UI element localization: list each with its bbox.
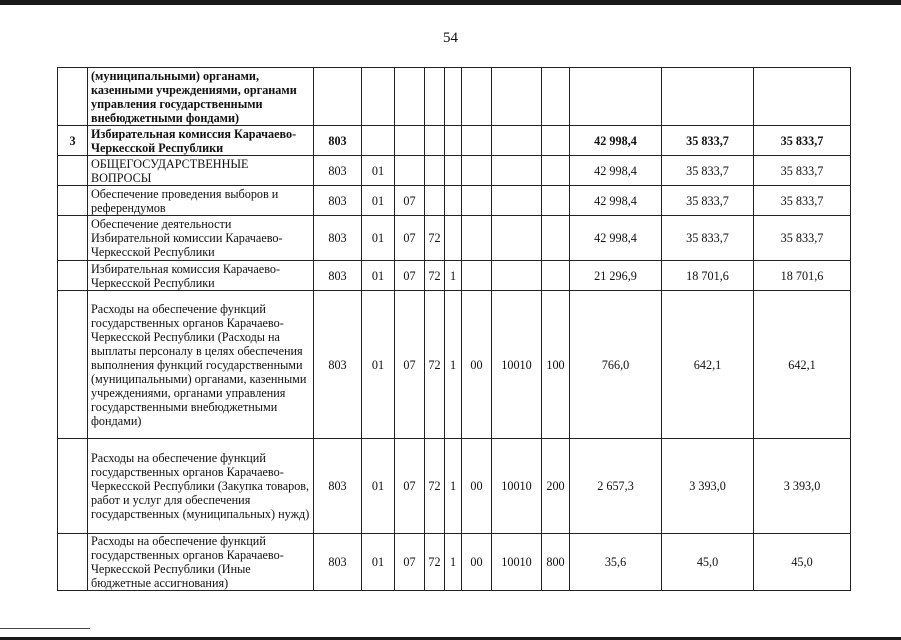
- row-number: 3: [58, 126, 88, 156]
- cell-vr: [542, 156, 570, 186]
- cell-sum-year1: 42 998,4: [570, 216, 662, 261]
- cell-pr: 07: [395, 216, 425, 261]
- cell-sum-year3: 642,1: [754, 291, 851, 439]
- cell-sum-year1: 2 657,3: [570, 439, 662, 534]
- table-row: [58, 291, 851, 439]
- cell-rz: 01: [362, 439, 395, 534]
- row-name: ОБЩЕГОСУДАРСТВЕННЫЕ ВОПРОСЫ: [88, 156, 314, 186]
- cell-rz: 01: [362, 156, 395, 186]
- row-name: Расходы на обеспечение функций государственных органов Карачаево-Черкесской Республики (Иные бюджетные ассигнования): [88, 534, 314, 591]
- cell-subprogram: [445, 126, 462, 156]
- row-name: Расходы на обеспечение функций государственных органов Карачаево-Черкесской Республики (Закупка товаров, работ и услуг для обеспечения государственных (муниципальных) нужд): [88, 439, 314, 534]
- table-row: [58, 216, 851, 261]
- cell-sum-year3: 35 833,7: [754, 156, 851, 186]
- budget-table: [57, 67, 851, 591]
- cell-sum-year2: [662, 68, 754, 126]
- cell-rz: [362, 126, 395, 156]
- cell-pr: 07: [395, 186, 425, 216]
- cell-direction: 00: [462, 439, 492, 534]
- row-name: Избирательная комиссия Карачаево-Черкесской Республики: [88, 126, 314, 156]
- cell-sum-year3: 35 833,7: [754, 186, 851, 216]
- cell-program: 72: [425, 534, 445, 591]
- cell-subprogram: [445, 216, 462, 261]
- cell-direction: [462, 156, 492, 186]
- cell-program: 72: [425, 261, 445, 291]
- cell-subprogram: 1: [445, 291, 462, 439]
- cell-ved: 803: [314, 291, 362, 439]
- cell-sum-year2: 35 833,7: [662, 186, 754, 216]
- cell-sum-year3: 18 701,6: [754, 261, 851, 291]
- cell-vr: [542, 186, 570, 216]
- cell-sum-year1: 42 998,4: [570, 126, 662, 156]
- cell-sum-year2: 3 393,0: [662, 439, 754, 534]
- cell-sum-year2: 642,1: [662, 291, 754, 439]
- cell-subprogram: [445, 68, 462, 126]
- cell-direction: [462, 216, 492, 261]
- row-number: [58, 156, 88, 186]
- cell-code: 10010: [492, 439, 542, 534]
- cell-program: [425, 68, 445, 126]
- row-number: [58, 216, 88, 261]
- cell-code: 10010: [492, 534, 542, 591]
- cell-pr: 07: [395, 291, 425, 439]
- cell-rz: 01: [362, 216, 395, 261]
- cell-ved: 803: [314, 156, 362, 186]
- cell-code: [492, 68, 542, 126]
- cell-vr: [542, 216, 570, 261]
- cell-subprogram: 1: [445, 439, 462, 534]
- cell-ved: 803: [314, 439, 362, 534]
- cell-sum-year2: 35 833,7: [662, 156, 754, 186]
- cell-subprogram: [445, 156, 462, 186]
- cell-pr: 07: [395, 439, 425, 534]
- cell-ved: 803: [314, 534, 362, 591]
- cell-direction: [462, 68, 492, 126]
- row-number: [58, 534, 88, 591]
- cell-program: 72: [425, 216, 445, 261]
- cell-sum-year3: 35 833,7: [754, 216, 851, 261]
- cell-code: [492, 186, 542, 216]
- cell-code: 10010: [492, 291, 542, 439]
- cell-vr: 800: [542, 534, 570, 591]
- cell-ved: 803: [314, 216, 362, 261]
- cell-sum-year3: 35 833,7: [754, 126, 851, 156]
- cell-pr: [395, 126, 425, 156]
- cell-program: 72: [425, 439, 445, 534]
- table-row: [58, 439, 851, 534]
- cell-sum-year3: 45,0: [754, 534, 851, 591]
- cell-direction: [462, 261, 492, 291]
- row-name: Избирательная комиссия Карачаево-Черкесской Республики: [88, 261, 314, 291]
- cell-rz: 01: [362, 186, 395, 216]
- cell-sum-year1: 766,0: [570, 291, 662, 439]
- row-name: (муниципальными) органами, казенными учреждениями, органами управления государственными внебюджетными фондами): [88, 68, 314, 126]
- cell-subprogram: [445, 186, 462, 216]
- cell-direction: [462, 186, 492, 216]
- table-row: [58, 261, 851, 291]
- cell-subprogram: 1: [445, 261, 462, 291]
- cell-vr: [542, 68, 570, 126]
- cell-direction: 00: [462, 534, 492, 591]
- cell-pr: [395, 68, 425, 126]
- cell-vr: [542, 261, 570, 291]
- cell-sum-year2: 18 701,6: [662, 261, 754, 291]
- budget-table-body: [58, 68, 851, 591]
- cell-rz: 01: [362, 534, 395, 591]
- cell-code: [492, 126, 542, 156]
- cell-vr: 200: [542, 439, 570, 534]
- row-number: [58, 439, 88, 534]
- cell-code: [492, 216, 542, 261]
- cell-rz: 01: [362, 261, 395, 291]
- cell-sum-year1: 21 296,9: [570, 261, 662, 291]
- cell-program: 72: [425, 291, 445, 439]
- cell-sum-year2: 35 833,7: [662, 216, 754, 261]
- table-row: [58, 156, 851, 186]
- cell-ved: 803: [314, 126, 362, 156]
- table-row: [58, 186, 851, 216]
- cell-sum-year3: 3 393,0: [754, 439, 851, 534]
- cell-subprogram: 1: [445, 534, 462, 591]
- cell-ved: 803: [314, 186, 362, 216]
- row-number: [58, 68, 88, 126]
- cell-direction: 00: [462, 291, 492, 439]
- cell-code: [492, 156, 542, 186]
- row-number: [58, 291, 88, 439]
- cell-code: [492, 261, 542, 291]
- row-name: Расходы на обеспечение функций государственных органов Карачаево-Черкесской Республики (Расходы на выплаты персоналу в целях обеспечения выполнения функций государственными (муниципальными) органами, казенными учреждениями, органами управления государственными внебюджетными фондами): [88, 291, 314, 439]
- table-row: [58, 534, 851, 591]
- cell-vr: [542, 126, 570, 156]
- table-row: [58, 126, 851, 156]
- table-row: [58, 68, 851, 126]
- cell-rz: 01: [362, 291, 395, 439]
- cell-sum-year1: 42 998,4: [570, 186, 662, 216]
- cell-pr: 07: [395, 261, 425, 291]
- row-number: [58, 261, 88, 291]
- cell-rz: [362, 68, 395, 126]
- cell-sum-year1: [570, 68, 662, 126]
- cell-program: [425, 156, 445, 186]
- cell-pr: [395, 156, 425, 186]
- cell-sum-year3: [754, 68, 851, 126]
- top-border-line: [0, 0, 901, 5]
- cell-program: [425, 186, 445, 216]
- row-number: [58, 186, 88, 216]
- cell-sum-year2: 35 833,7: [662, 126, 754, 156]
- scan-mark-line: [0, 628, 90, 629]
- cell-pr: 07: [395, 534, 425, 591]
- cell-program: [425, 126, 445, 156]
- cell-direction: [462, 126, 492, 156]
- cell-vr: 100: [542, 291, 570, 439]
- cell-ved: 803: [314, 261, 362, 291]
- cell-ved: [314, 68, 362, 126]
- row-name: Обеспечение проведения выборов и референдумов: [88, 186, 314, 216]
- cell-sum-year1: 35,6: [570, 534, 662, 591]
- cell-sum-year2: 45,0: [662, 534, 754, 591]
- page-number: 54: [443, 30, 458, 46]
- cell-sum-year1: 42 998,4: [570, 156, 662, 186]
- row-name: Обеспечение деятельности Избирательной комиссии Карачаево-Черкесской Республики: [88, 216, 314, 261]
